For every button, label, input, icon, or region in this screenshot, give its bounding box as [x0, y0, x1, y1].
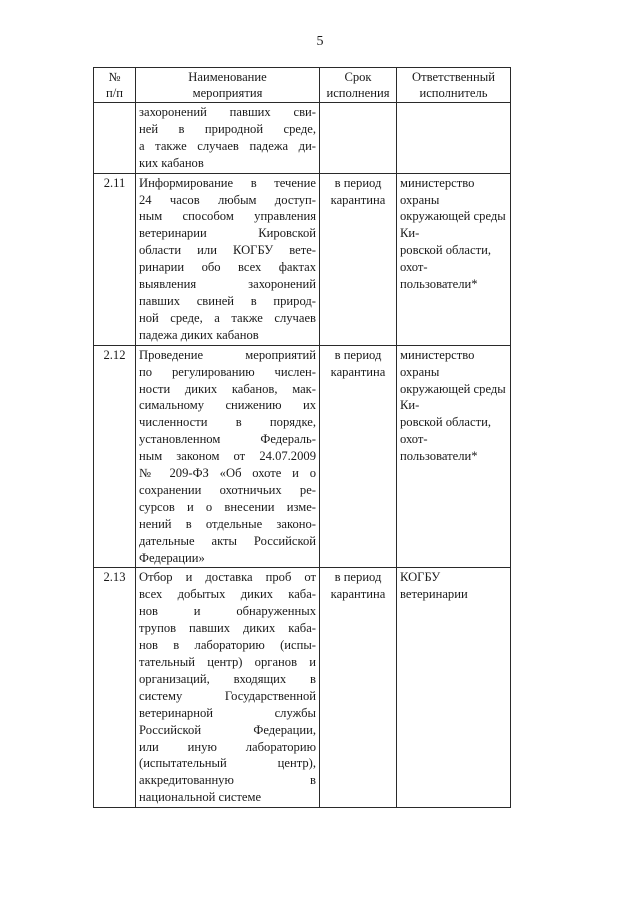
table-row — [94, 103, 511, 174]
activity-name-line: трупов павших диких каба- — [139, 621, 316, 636]
activity-name-line: Информирование в течение — [139, 175, 316, 190]
activity-name-line: нов в лабораторию (испы- — [139, 638, 316, 653]
activity-name-line: а также случаев падежа ди- — [139, 138, 316, 153]
activity-name-line: ности диких кабанов, мак- — [139, 381, 316, 396]
activity-name-line: ной среде, а также случаев — [139, 310, 316, 325]
header-line: исполнения — [326, 86, 390, 100]
activity-name-line: всех добытых диких каба- — [139, 587, 316, 602]
responsible-executor — [397, 345, 511, 568]
responsible-executor-line: ровской области, охот- — [400, 415, 491, 447]
execution-term — [320, 568, 397, 808]
activity-name-line: 24 часов любым доступ- — [139, 192, 316, 207]
header-line: мероприятия — [192, 86, 263, 100]
header-line: исполнитель — [419, 86, 488, 100]
table-row — [94, 173, 511, 345]
header-responsible — [397, 68, 511, 103]
activity-name-line: дательные акты Российской — [139, 533, 316, 548]
activity-name-line: ней в природной среде, — [139, 121, 316, 136]
header-line: Срок — [344, 70, 372, 84]
execution-term-line: карантина — [330, 364, 386, 379]
execution-term-line: в период — [334, 570, 382, 585]
activity-name-line: нений в отдельные законо- — [139, 516, 316, 531]
responsible-executor-line: пользователи* — [400, 277, 478, 292]
responsible-executor — [397, 103, 511, 174]
activity-name-line: ным законом от 24.07.2009 — [139, 449, 316, 464]
header-name — [136, 68, 320, 103]
activity-name — [136, 173, 320, 345]
activity-name-line: нов и обнаруженных — [139, 604, 316, 619]
activity-name-line: по регулированию числен- — [139, 364, 316, 379]
responsible-executor-line: ровской области, охот- — [400, 243, 491, 275]
responsible-executor-line: окружающей среды Ки- — [400, 381, 506, 413]
execution-term-line: в период — [334, 347, 382, 362]
activity-name-line: сурсов и о внесении изме- — [139, 499, 316, 514]
activity-name-line: ветеринарной службы — [139, 705, 316, 720]
activity-name-line: Отбор и доставка проб от — [139, 570, 316, 585]
activity-name-line: ветеринарии Кировской — [139, 226, 316, 241]
activity-name-line: или иную лабораторию — [139, 739, 316, 754]
table-body — [94, 103, 511, 808]
responsible-executor-line: пользователи* — [400, 449, 478, 464]
header-number — [94, 68, 136, 103]
activity-name-line: выявления захоронений — [139, 277, 316, 292]
activity-name — [136, 568, 320, 808]
table-row — [94, 568, 511, 808]
responsible-executor — [397, 173, 511, 345]
header-row — [94, 68, 511, 103]
activity-name-line: национальной системе — [139, 790, 262, 805]
activity-name — [136, 103, 320, 174]
activity-name-line: аккредитованную в — [139, 773, 316, 788]
header-line: № — [108, 70, 121, 84]
responsible-executor-line: КОГБУ ветеринарии — [400, 570, 468, 602]
activity-name-line: ких кабанов — [139, 155, 204, 170]
activity-name-line: области или КОГБУ вете- — [139, 243, 316, 258]
responsible-executor-line: министерство охраны — [400, 347, 475, 379]
activity-name-line: сохранении охотничьих ре- — [139, 482, 316, 497]
activity-name-line: организаций, входящих в — [139, 671, 316, 686]
header-line: п/п — [106, 86, 123, 100]
row-number — [94, 103, 136, 174]
execution-term-line: в период — [334, 175, 382, 190]
activity-name-line: (испытательный центр), — [139, 756, 316, 771]
header-line: Наименование — [188, 70, 267, 84]
activity-name-line: систему Государственной — [139, 688, 316, 703]
header-line: Ответственный — [412, 70, 495, 84]
activity-name-line: захоронений павших сви- — [139, 105, 316, 119]
activity-name-line: установленном Федераль- — [139, 432, 316, 447]
activity-name-line: Проведение мероприятий — [139, 347, 316, 362]
responsible-executor-line: министерство охраны — [400, 175, 475, 207]
activity-name-line: численности в порядке, — [139, 415, 316, 430]
activity-name — [136, 345, 320, 568]
activity-name-line: № 209-ФЗ «Об охоте и о — [139, 466, 316, 481]
responsible-executor — [397, 568, 511, 808]
execution-term-line: карантина — [330, 192, 386, 207]
activity-name-line: павших свиней в природ- — [139, 293, 316, 308]
activity-name-line: ринарии обо всех фактах — [139, 260, 316, 275]
row-number: 2.13 — [94, 568, 136, 808]
execution-term — [320, 173, 397, 345]
row-number: 2.12 — [94, 345, 136, 568]
activity-name-line: Российской Федерации, — [139, 722, 316, 737]
page-number: 5 — [316, 34, 324, 49]
activity-name-line: тательный центр) органов и — [139, 655, 316, 669]
execution-term — [320, 345, 397, 568]
table-header — [94, 68, 511, 103]
activity-name-line: Федерации» — [139, 550, 205, 565]
table-row — [94, 345, 511, 568]
header-term — [320, 68, 397, 103]
activity-name-line: падежа диких кабанов — [139, 327, 259, 342]
responsible-executor-line: окружающей среды Ки- — [400, 209, 506, 241]
execution-term — [320, 103, 397, 174]
activities-table — [93, 67, 511, 808]
activity-name-line: симальному снижению их — [139, 398, 316, 413]
execution-term-line: карантина — [330, 587, 386, 602]
activity-name-line: ным способом управления — [139, 209, 316, 224]
row-number: 2.11 — [94, 173, 136, 345]
